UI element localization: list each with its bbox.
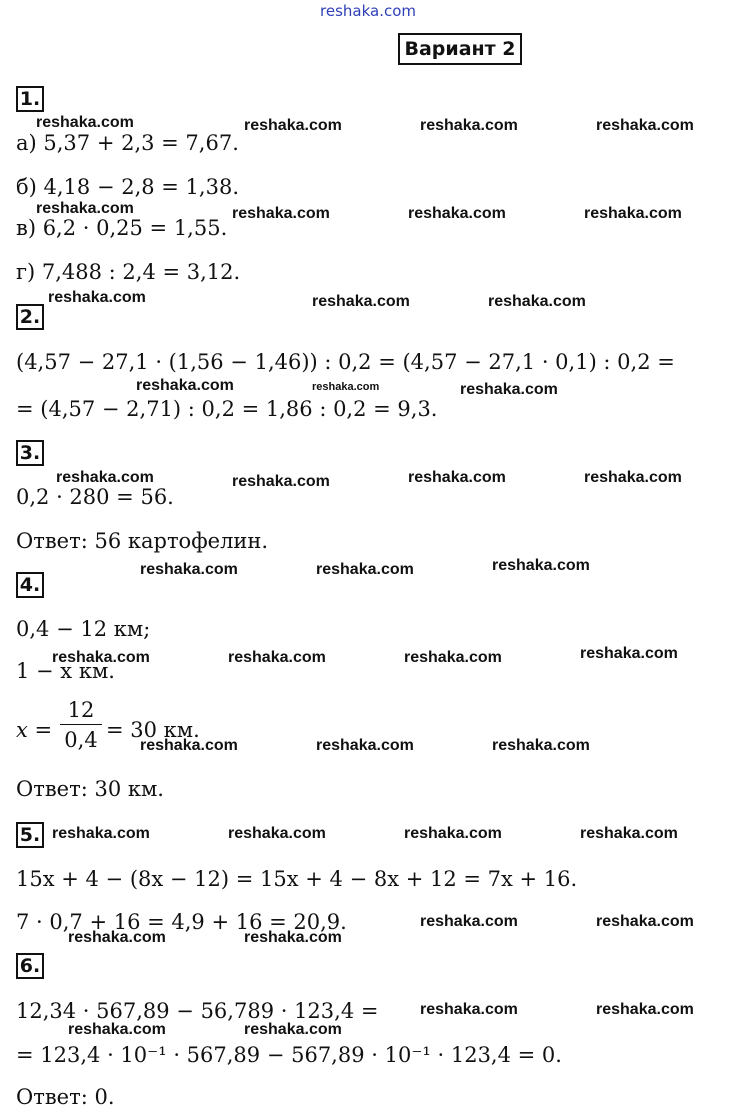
watermark: reshaka.com bbox=[460, 381, 558, 398]
fraction-denominator: 0,4 bbox=[64, 728, 98, 752]
task-4-number: 4. bbox=[16, 572, 44, 598]
fraction-numerator: 12 bbox=[67, 698, 95, 722]
watermark: reshaka.com bbox=[492, 737, 590, 754]
task-4-fraction-lhs: x = bbox=[16, 718, 53, 742]
task-5-line-1: 15x + 4 − (8x − 12) = 15x + 4 − 8x + 12 = 7x + 16. bbox=[16, 867, 578, 891]
task-1-line-a: а) 5,37 + 2,3 = 7,67. bbox=[16, 131, 239, 155]
task-4-line-2: 1 − x км. bbox=[16, 659, 115, 683]
task-6-line-1: 12,34 · 567,89 − 56,789 · 123,4 = bbox=[16, 999, 379, 1023]
task-1-line-b: б) 4,18 − 2,8 = 1,38. bbox=[16, 175, 239, 199]
watermark: reshaka.com bbox=[136, 377, 234, 394]
watermark: reshaka.com bbox=[408, 469, 506, 486]
task-5-number: 5. bbox=[16, 822, 44, 848]
watermark: reshaka.com bbox=[420, 913, 518, 930]
task-1-number: 1. bbox=[16, 86, 44, 112]
watermark: reshaka.com bbox=[420, 1001, 518, 1018]
watermark: reshaka.com bbox=[312, 293, 410, 310]
task-1-line-c: в) 6,2 · 0,25 = 1,55. bbox=[16, 216, 228, 240]
watermark: reshaka.com bbox=[492, 557, 590, 574]
watermark: reshaka.com bbox=[244, 117, 342, 134]
watermark: reshaka.com bbox=[52, 649, 150, 666]
watermark: reshaka.com bbox=[584, 205, 682, 222]
task-3-answer: Ответ: 56 картофелин. bbox=[16, 529, 269, 553]
watermark: reshaka.com bbox=[228, 649, 326, 666]
watermark: reshaka.com bbox=[404, 649, 502, 666]
watermark: reshaka.com bbox=[316, 561, 414, 578]
watermark: reshaka.com bbox=[68, 929, 166, 946]
watermark: reshaka.com bbox=[52, 825, 150, 842]
task-5-line-2: 7 · 0,7 + 16 = 4,9 + 16 = 20,9. bbox=[16, 910, 347, 934]
watermark: reshaka.com bbox=[312, 381, 380, 393]
watermark: reshaka.com bbox=[56, 469, 154, 486]
fraction-bar bbox=[60, 724, 102, 725]
site-link[interactable]: reshaka.com bbox=[320, 2, 416, 20]
watermark: reshaka.com bbox=[140, 561, 238, 578]
task-4-answer: Ответ: 30 км. bbox=[16, 777, 164, 801]
task-6-answer: Ответ: 0. bbox=[16, 1085, 115, 1109]
task-6-number: 6. bbox=[16, 953, 44, 979]
task-4-line-1: 0,4 − 12 км; bbox=[16, 617, 151, 641]
watermark: reshaka.com bbox=[36, 200, 134, 217]
variant-title: Вариант 2 bbox=[398, 33, 522, 65]
watermark: reshaka.com bbox=[420, 117, 518, 134]
task-2-line-2: = (4,57 − 2,71) : 0,2 = 1,86 : 0,2 = 9,3. bbox=[16, 397, 438, 421]
watermark: reshaka.com bbox=[488, 293, 586, 310]
watermark: reshaka.com bbox=[36, 114, 134, 131]
task-6-line-2: = 123,4 · 10⁻¹ · 567,89 − 567,89 · 10⁻¹ · 123,4 = 0. bbox=[16, 1043, 562, 1067]
watermark: reshaka.com bbox=[316, 737, 414, 754]
watermark: reshaka.com bbox=[596, 913, 694, 930]
task-3-line-1: 0,2 · 280 = 56. bbox=[16, 485, 174, 509]
watermark: reshaka.com bbox=[48, 289, 146, 306]
task-3-number: 3. bbox=[16, 440, 44, 466]
watermark: reshaka.com bbox=[68, 1021, 166, 1038]
watermark: reshaka.com bbox=[596, 117, 694, 134]
watermark: reshaka.com bbox=[140, 737, 238, 754]
watermark: reshaka.com bbox=[584, 469, 682, 486]
watermark: reshaka.com bbox=[244, 1021, 342, 1038]
watermark: reshaka.com bbox=[580, 825, 678, 842]
task-1-line-d: г) 7,488 : 2,4 = 3,12. bbox=[16, 260, 241, 284]
watermark: reshaka.com bbox=[580, 645, 678, 662]
watermark: reshaka.com bbox=[232, 473, 330, 490]
watermark: reshaka.com bbox=[244, 929, 342, 946]
watermark: reshaka.com bbox=[596, 1001, 694, 1018]
watermark: reshaka.com bbox=[228, 825, 326, 842]
task-4-fraction-rhs: = 30 км. bbox=[106, 718, 200, 742]
task-2-line-1: (4,57 − 27,1 · (1,56 − 1,46)) : 0,2 = (4,57 − 27,1 · 0,1) : 0,2 = bbox=[16, 350, 675, 374]
watermark: reshaka.com bbox=[404, 825, 502, 842]
task-2-number: 2. bbox=[16, 304, 44, 330]
watermark: reshaka.com bbox=[232, 205, 330, 222]
watermark: reshaka.com bbox=[408, 205, 506, 222]
